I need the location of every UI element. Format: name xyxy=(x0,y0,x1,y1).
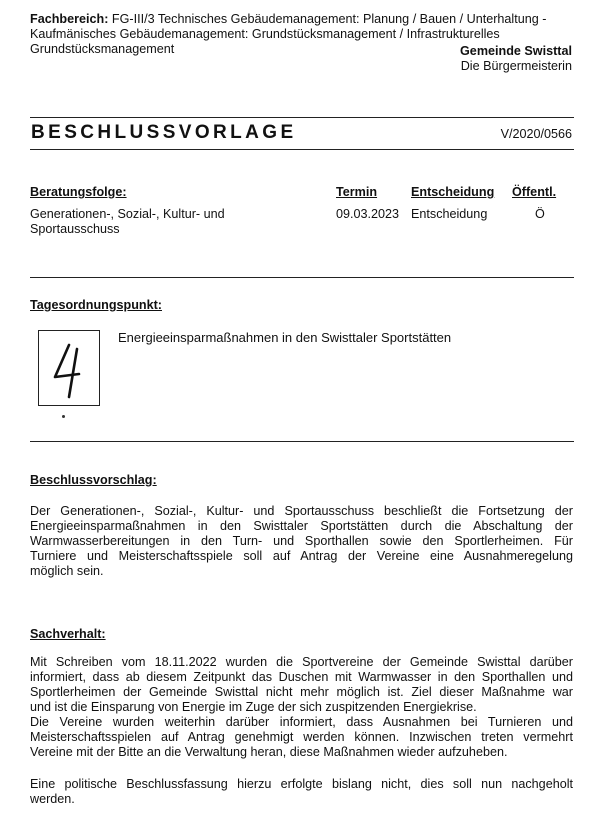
document-number: V/2020/0566 xyxy=(500,127,572,141)
sachverhalt-paragraph-1: Mit Schreiben vom 18.11.2022 wurden die Sportvereine der Gemeinde Swisttal darüber informiert, dass ab diesem Zeitpunkt das Duschen mit Warmwasser in den Sporthallen und Sportlerheimen der Gemeinde Swisttal nicht mehr möglich ist. Ziel dieser Maßnahme war und ist die Einsparung von Energie im Zuge der sich zuspitzenden Energiekrise. Die Vereine wurden weiterhin darüber informiert, dass Ausnahmen bei Turnieren und Meisterschaftsspielen auf Antrag genehmigt werden können. Inzwischen treten vermehrt Vereine mit der Bitte an die Verwaltung heran, diese Maßnahmen wieder aufzuheben. xyxy=(30,655,573,759)
rule-top xyxy=(30,117,574,118)
tagesordnung-header: Tagesordnungspunkt: xyxy=(30,298,162,312)
rule-tagesordnung xyxy=(30,441,574,442)
document-title: BESCHLUSSVORLAGE xyxy=(31,122,297,143)
buergermeisterin: Die Bürgermeisterin xyxy=(460,59,572,73)
beschlussvorschlag-header: Beschlussvorschlag: xyxy=(30,473,157,487)
sachverhalt-header: Sachverhalt: xyxy=(30,627,106,641)
rule-beratung xyxy=(30,277,574,278)
gremium-cell: Generationen-, Sozial-, Kultur- und Sportausschuss xyxy=(30,207,225,236)
beschlussvorschlag-text: Der Generationen-, Sozial-, Kultur- und Sportausschuss beschließt die Fortsetzung der Energieeinsparmaßnahmen in den Swisttaler Sportstätten durch die Abschaltung der Warmwasserbereitungen in den Turn- und Sporthallen sowie den Sportlerheimen. Für Turniere und Meisterschaftsspiele soll auf Antrag der Vereine eine Ausnahmeregelung möglich sein. xyxy=(30,504,573,578)
oeffentl-header: Öffentl. xyxy=(512,185,557,199)
agenda-title: Energieeinsparmaßnahmen in den Swisttaler Sportstätten xyxy=(118,330,452,345)
sachverhalt-paragraph-2: Eine politische Beschlussfassung hierzu erfolgte bislang nicht, dies soll nun nachgeholt werden. xyxy=(30,777,573,806)
entscheidung-header: Entscheidung xyxy=(411,185,495,199)
oeffentl-cell: Ö xyxy=(535,207,545,221)
scan-dot xyxy=(62,415,65,418)
termin-header: Termin xyxy=(336,185,378,199)
rule-title xyxy=(30,149,574,150)
beratungsfolge-header: Beratungsfolge: xyxy=(30,185,127,199)
agenda-number-box xyxy=(38,330,100,406)
handwritten-number xyxy=(39,331,99,405)
gemeinde-name: Gemeinde Swisttal xyxy=(460,44,572,58)
fachbereich-line-1: FG-III/3 Technisches Gebäudemanagement: Planung / Bauen / Unterhaltung - xyxy=(111,12,547,26)
gemeinde-block xyxy=(460,44,572,74)
entscheidung-cell: Entscheidung xyxy=(411,207,488,221)
termin-cell: 09.03.2023 xyxy=(336,207,400,221)
fachbereich-label: Fachbereich: xyxy=(30,12,109,26)
fachbereich-line-2: Kaufmänisches Gebäudemanagement: Grundstücksmanagement / Infrastrukturelles xyxy=(30,27,500,41)
fachbereich-line-3: Grundstücksmanagement xyxy=(30,42,175,56)
